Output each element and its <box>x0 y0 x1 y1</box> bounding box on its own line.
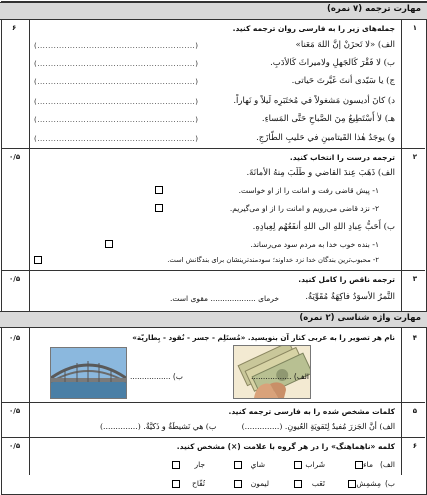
word-option: شَراب <box>305 460 325 469</box>
q2-option-a2: ۲- نزد قاضی می‌رویم و امانت را از او می‌گیریم. <box>229 204 379 213</box>
section-title: مهارت واژه شناسی (۲ نمره) <box>299 313 421 323</box>
question-score: ۶ <box>12 24 17 32</box>
q1-item-c: ج) یا سَیّدی أنتَ غَیَّرتَ حَیاتی. <box>291 76 395 86</box>
answer-blank[interactable]: (..........................................................) <box>34 60 199 68</box>
q3-translation[interactable]: خرمای ................... مقوی است. <box>170 294 280 303</box>
question-score: ۰/۵ <box>9 153 21 161</box>
question-number: ۵ <box>412 407 417 415</box>
row-divider <box>2 402 425 403</box>
checkbox[interactable] <box>234 461 242 469</box>
q5-item-b[interactable]: ب) هي نَشیطَةٌ و ذَكیَّةٌ. (..............) <box>100 422 217 431</box>
q1-item-a: الف) «لا تَحزَنْ إنَّ اللهَ مَعَنا» <box>295 40 395 50</box>
word-option: تُفّاح <box>191 479 205 488</box>
answer-blank[interactable]: (..........................................................) <box>34 135 199 143</box>
checkbox[interactable] <box>234 480 242 488</box>
word-option: شاي <box>250 460 265 469</box>
q4-answer-b[interactable]: ب) ................. <box>130 372 183 381</box>
word-option: جار <box>194 460 205 469</box>
word-option: تَعَب <box>311 479 325 488</box>
q2-sentence-b: ب) أَحَبُّ عِبادِ اللهِ الی اللهِ أنفَعُهُم لِعِبادِهِ. <box>252 222 395 232</box>
checkbox[interactable] <box>105 240 113 248</box>
checkbox[interactable] <box>348 480 356 488</box>
q4-answer-a[interactable]: الف) ................. <box>251 372 309 381</box>
q6-row1-label: الف) <box>379 460 395 469</box>
question-number: ۴ <box>412 334 417 342</box>
section-header-translation <box>0 2 427 20</box>
q3-sentence: التَّمرُ الأسوَدُ فاكِهَةٌ مُقَوِّیَةٌ. <box>305 292 395 302</box>
question-score: ۰/۵ <box>9 442 21 450</box>
question-number: ۱ <box>412 24 417 32</box>
word-option: ماء <box>363 460 373 469</box>
score-column-divider <box>29 19 30 475</box>
q2-option-b1: ۱- بنده خوب خدا به مردم سود می‌رساند. <box>250 240 379 249</box>
question-instruction: ترجمه درست را انتخاب کنید. <box>289 153 395 162</box>
question-number: ۳ <box>412 275 417 283</box>
q2-option-a1: ۱- پیش قاضی رفت و امانت را از او خواست. <box>238 186 379 195</box>
q2-option-b2: ۲- محبوب‌ترین بندگان خدا نزد خداوند؛ سودمندترینشان برای بندگانش است. <box>167 256 379 264</box>
number-column-divider <box>401 19 402 475</box>
question-score: ۰/۵ <box>9 275 21 283</box>
question-instruction: کلمات مشخص شده را به فارسی ترجمه کنید. <box>228 407 395 416</box>
checkbox[interactable] <box>355 461 363 469</box>
question-score: ۰/۵ <box>9 407 21 415</box>
checkbox[interactable] <box>172 461 180 469</box>
question-number: ۶ <box>412 442 417 450</box>
checkbox[interactable] <box>294 461 302 469</box>
section-title: مهارت ترجمه (۷ نمره) <box>326 4 421 14</box>
q1-item-d: د) كانَ أدیسون مَشغولاً في مُختَبَرِه لَیلاً و نَهاراً. <box>233 96 395 106</box>
checkbox[interactable] <box>34 256 42 264</box>
checkbox[interactable] <box>155 186 163 194</box>
question-instruction: جمله‌های زیر را به فارسی روان ترجمه کنید. <box>232 24 395 33</box>
q1-item-e: هـ) لاٰ أَسْتَطِیعُ مِنَ الصَّباحِ حَتَّی المَساءِ. <box>261 114 395 124</box>
question-instruction: نام هر تصویر را به عربی کنار آن بنویسید. «مُستَلِم - جسر - نُقود - بِطاریّة» <box>132 333 395 342</box>
word-option: لیمون <box>250 479 269 488</box>
q1-item-b: ب) لا فَقْرَ كَالجَهلِ ولامیراثَ كَالأدَبِ. <box>270 58 395 68</box>
q6-row2-label: ب) <box>385 479 395 488</box>
question-instruction: کلمه «ناهماهنگ» را در هر گروه با علامت (×) مشخص کنید. <box>176 442 395 451</box>
bridge-image <box>50 347 127 399</box>
q5-item-a[interactable]: الف) أنَّ الجَزرَ مُفیدٌ لِتَقویَةِ العُیونِ. (..............) <box>241 422 395 431</box>
question-number: ۲ <box>412 153 417 161</box>
answer-blank[interactable]: (..........................................................) <box>34 78 199 86</box>
word-option: مِشمِش <box>356 479 381 488</box>
checkbox[interactable] <box>294 480 302 488</box>
q2-sentence-a: الف) ذَهَبَ عِندَ القاضي و طَلَبَ مِنهُ الأمانَةَ. <box>246 168 395 178</box>
checkbox[interactable] <box>172 480 180 488</box>
question-instruction: ترجمه ناقص را کامل کنید. <box>298 275 395 284</box>
q1-item-f: و) یوجَدُ هٰذا القَیتامینِ في حَلیبِ الطّازَجِ. <box>256 133 395 143</box>
section-header-vocab <box>0 311 427 328</box>
answer-blank[interactable]: (..........................................................) <box>34 98 199 106</box>
answer-blank[interactable]: (..........................................................) <box>34 116 199 124</box>
row-divider <box>2 437 425 438</box>
row-divider <box>2 148 425 149</box>
question-score: ۰/۵ <box>9 334 21 342</box>
row-divider <box>2 270 425 271</box>
answer-blank[interactable]: (..........................................................) <box>34 42 199 50</box>
checkbox[interactable] <box>155 204 163 212</box>
